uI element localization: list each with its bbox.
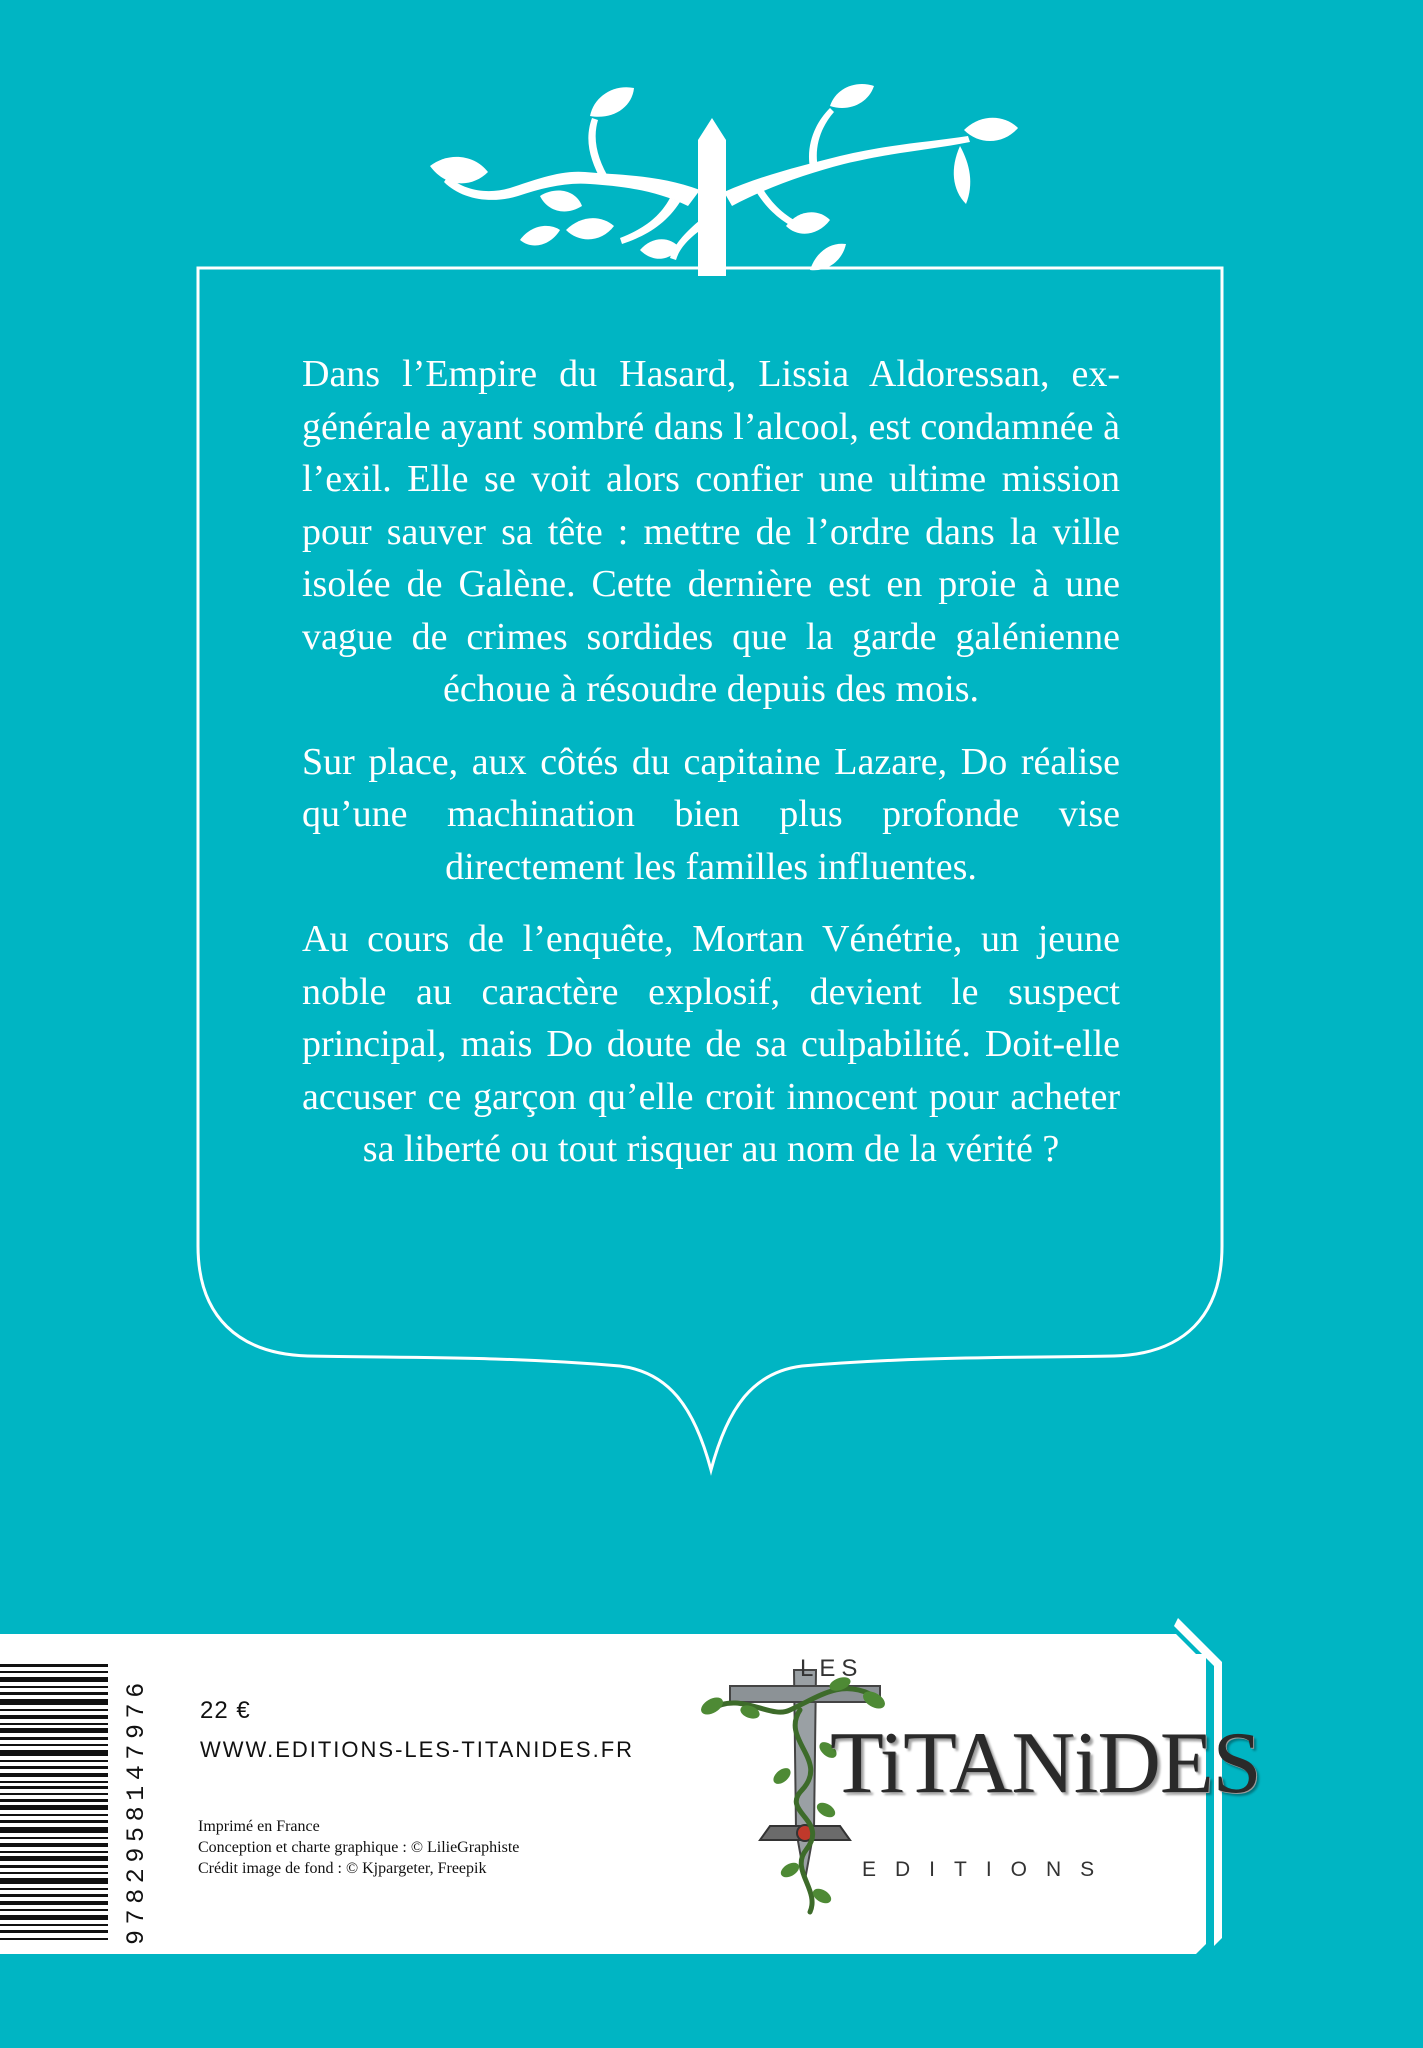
- logo-titanides-text: TiTANiDES: [830, 1715, 1261, 1812]
- vine-branch-decoration: [370, 80, 1050, 276]
- barcode-bars: [0, 1662, 108, 1946]
- blurb-paragraph-3: Au cours de l’enquête, Mortan Vénétrie, un jeune noble au caractère explosif, devient le suspect principal, mais Do doute de sa culpabilité. Doit-elle accuser ce garçon qu’elle croit innocent pour acheter sa liberté ou tout risquer au nom de la vérité ?: [302, 918, 1120, 1170]
- back-cover-blurb: [302, 348, 1120, 1196]
- logo-les-text: LES: [800, 1655, 864, 1682]
- isbn-barcode: [0, 1662, 108, 1946]
- blurb-paragraph-1: Dans l’Empire du Hasard, Lissia Aldoressan, ex-générale ayant sombré dans l’alcool, est condamnée à l’exil. Elle se voit alors confier une ultime mission pour sauver sa tête : mettre de l’ordre dans la ville isolée de Galène. Cette dernière est en proie à une vague de crimes sordides que la garde galénienne échoue à résoudre depuis des mois.: [302, 353, 1120, 710]
- print-credits: [198, 1816, 519, 1879]
- blurb-paragraph-2: Sur place, aux côtés du capitaine Lazare, Do réalise qu’une machination bien plus profonde vise directement les familles influentes.: [302, 740, 1120, 888]
- credit-line-image: Crédit image de fond : © Kjpargeter, Freepik: [198, 1860, 487, 1877]
- logo-editions-text: EDITIONS: [862, 1858, 1114, 1881]
- publisher-website: WWW.EDITIONS-LES-TITANIDES.FR: [200, 1737, 635, 1762]
- price: 22 €: [200, 1697, 251, 1724]
- credit-line-printed: Imprimé en France: [198, 1818, 320, 1835]
- isbn-number: 9782958147976: [122, 1677, 151, 1945]
- credit-line-design: Conception et charte graphique : © LilieGraphiste: [198, 1839, 520, 1856]
